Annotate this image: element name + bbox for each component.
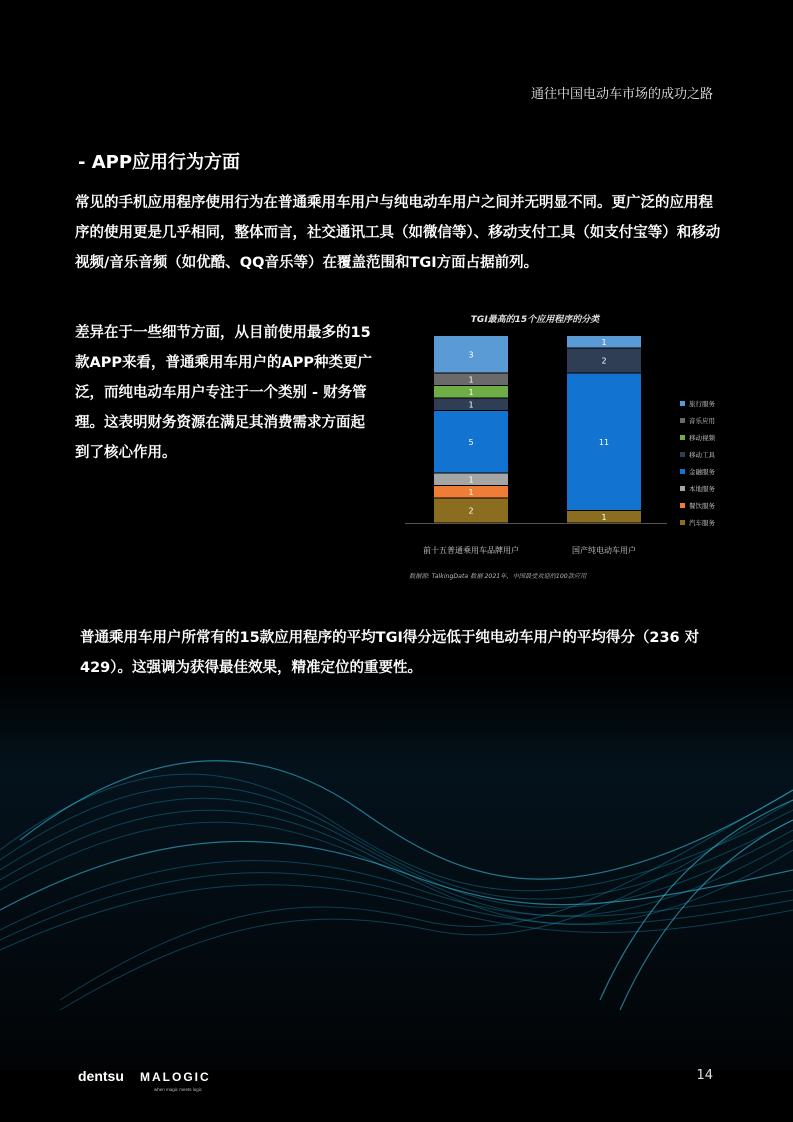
bar-segment-label: 11 (598, 437, 610, 447)
paragraph-differences: 差异在于一些细节方面，从目前使用最多的15款APP来看，普通乘用车用户的APP种类更广泛，而纯电动车用户专注于一个类别 - 财务管理。这表明财务资源在满足其消费需求方面起到了核心作用。 (75, 325, 372, 461)
paragraph-app-behavior: 常见的手机应用程序使用行为在普通乘用车用户与纯电动车用户之间并无明显不同。更广泛的应用程序的使用更是几乎相同，整体而言，社交通讯工具（如微信等）、移动支付工具（如支付宝等）和移动视频/音乐音频（如优酷、QQ音乐等）在覆盖范围和TGI方面占据前列。 (75, 195, 721, 271)
legend-swatch (680, 418, 685, 423)
bar-segment-label: 1 (468, 475, 474, 485)
section-heading: - APP应用行为方面 (78, 152, 241, 173)
malogic-tagline: when magic meets logic (154, 1087, 203, 1092)
legend-swatch (680, 435, 685, 440)
x-tick-label: 前十五普通乘用车品牌用户 (423, 546, 519, 555)
legend-label: 音乐应用 (689, 417, 715, 425)
dentsu-logo: dentsu (78, 1068, 124, 1084)
footer-logos (78, 1066, 238, 1094)
legend-label: 移动视频 (689, 434, 715, 442)
legend-swatch (680, 520, 685, 525)
chart-source: 数据源: TalkingData 数据 2021年，中国最受欢迎的100款应用 (409, 573, 587, 580)
legend-swatch (680, 401, 685, 406)
bar-segment-label: 3 (468, 350, 474, 360)
legend-label: 移动工具 (689, 451, 715, 459)
bar-segment-label: 1 (468, 387, 474, 397)
legend-label: 本地服务 (689, 485, 715, 493)
bar-segment-label: 1 (601, 337, 607, 347)
bar-segment-label: 2 (601, 356, 607, 366)
bar-segment-label: 2 (468, 506, 474, 516)
legend-swatch (680, 452, 685, 457)
bar-segment-label: 5 (468, 437, 474, 447)
legend-label: 旅行服务 (689, 400, 715, 408)
page-number: 14 (696, 1068, 713, 1083)
bar-segment-label: 1 (601, 512, 607, 522)
legend-label: 汽车服务 (689, 519, 715, 527)
legend-swatch (680, 503, 685, 508)
legend-swatch (680, 469, 685, 474)
legend-label: 餐饮服务 (689, 502, 715, 510)
legend-swatch (680, 486, 685, 491)
document-title: 通往中国电动车市场的成功之路 (530, 87, 713, 102)
legend-label: 金融服务 (689, 468, 715, 476)
x-tick-label: 国产纯电动车用户 (572, 546, 636, 555)
malogic-logo: MALOGIC (140, 1070, 211, 1084)
bar-segment-label: 1 (468, 487, 474, 497)
bar-segment-label: 1 (468, 400, 474, 410)
bar-segment-label: 1 (468, 375, 474, 385)
tgi-app-category-chart (395, 305, 735, 590)
chart-title: TGI最高的15个应用程序的分类 (470, 315, 600, 325)
paragraph-tgi-score: 普通乘用车用户所常有的15款应用程序的平均TGI得分远低于纯电动车用户的平均得分（236 对 429）。这强调为获得最佳效果，精准定位的重要性。 (80, 630, 700, 676)
wave-background (0, 670, 793, 1070)
